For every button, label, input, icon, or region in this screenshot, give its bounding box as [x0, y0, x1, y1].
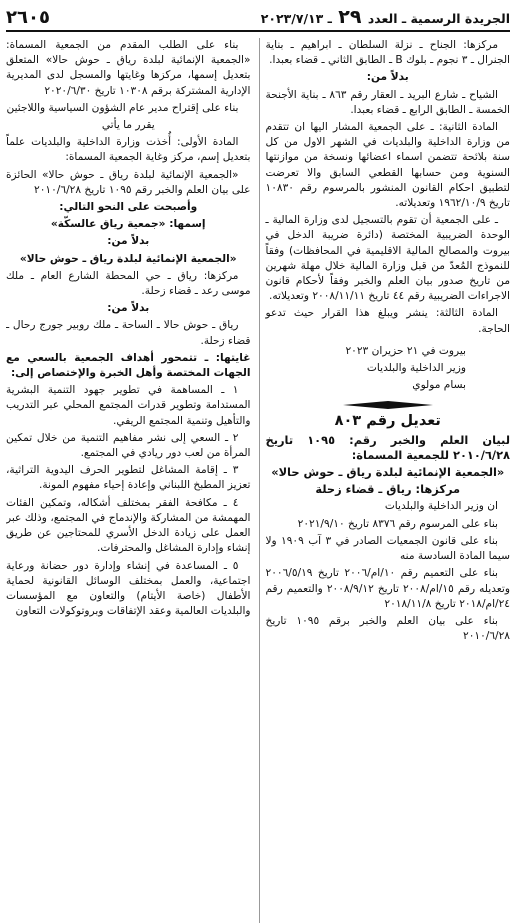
paragraph: بناء على التعميم رقم ١٠/ام/٢٠٠٦ تاريخ ٢٠٠٦/٥/١٩ وتعديله رقم ١٥/ام/٢٠٠٨ تاريخ ٢٠٠٨/٩/١٢ والتعميم رقم ٢٤/ام/٢٠١٨ تاريخ ٢٠١٨/١١/٨ — [265, 567, 510, 610]
section-divider — [266, 400, 511, 410]
decree-title: تعديل رقم ٨٠٣ — [334, 413, 441, 430]
paragraph: مركزها: الجناح ـ نزلة السلطان ـ ابراهيم ـ بناية الجنرال ـ ٣ نجوم ـ بلوك B ـ الطابق الثاني ـ قضاء بعبدا. — [265, 39, 510, 67]
paragraph: ٤ ـ مكافحة الفقر بمختلف أشكاله، وتمكين الفئات المهمشة من المشاركة والإندماج في المجتمع، وذلك عبر العمل على زيادة الدخل الأسري للمحتاجين عن طريق إنشاء وإدارة المشاغل والمحترفات. — [6, 496, 251, 555]
issue-date: ـ ٢٠٢٣/٧/١٣ — [260, 11, 332, 26]
paragraph: ٣ ـ إقامة المشاغل لتطوير الحرف اليدوية التراثية، تعزيز المطبخ اللبناني وإعادة إحياء مفهوم المونة. — [6, 464, 251, 492]
paragraph: مركزها: رياق ـ حي المحطة الشارع العام ـ ملك موسى رعد ـ قضاء زحلة. — [6, 269, 251, 298]
paragraph: الشياح ـ شارع البريد ـ العقار رقم ٨٦٣ ـ بناية الأجنحة الخمسة ـ الطابق الرابع ـ قضاء بعبدا. — [265, 88, 510, 116]
left-paragraphs — [6, 38, 251, 619]
paragraph: ـ على الجمعية أن تقوم بالتسجيل لدى وزارة المالية ـ الوحدة الضريبية المختصة (دائرة ضريبة الدخل في بيروت والمصالح المالية الاقليمية في المحافظات) وفقاً للنموذج المُعدّ من قبل وزارة المالية خلال مهلة شهرين من تاريخ صدور بيان العلم والخبر وفقاً لأحكام قانون الاجراءات الضريبية رقم ٤٤ تاريخ ٢٠٠٨/١١/١١ وتعديلاته. — [265, 214, 510, 303]
paragraph: ٥ ـ المساعدة في إنشاء وإدارة دور حضانة ورعاية اجتماعية، والعمل بمختلف الوسائل القانونية لحماية الأطفال (خاصة الأيتام) والتعاون مع المؤسسات والبلديات العالمية وعقد الإتفاقات وبروتوكولات التعاون — [6, 559, 251, 618]
paragraph: بناء على قانون الجمعيات الصادر في ٣ آب ١٩٠٩ ولا سيما المادة السادسة منه — [265, 534, 510, 563]
paragraph: بناء على إقتراح مدير عام الشؤون السياسية واللاجئين — [6, 101, 239, 114]
paragraph: ٢ ـ السعي إلى نشر مفاهيم التنمية من خلال تمكين المرأة من لعب دور ريادي في المجتمع. — [6, 431, 251, 460]
paragraph: غايتها: ـ تتمحور أهداف الجمعية بالسعي مع الجهات المختصة وأهل الخبرة والإختصاص إلى: — [6, 351, 251, 380]
paragraph: بدلاً من: — [107, 235, 150, 248]
paragraph: بدلاً من: — [366, 71, 409, 84]
page-header — [6, 4, 510, 32]
signature-line: وزير الداخلية والبلديات — [366, 362, 466, 375]
paragraph: مركزها: رياق ـ قضاء زحلة — [315, 482, 461, 497]
paragraph: يقرر ما يأتي — [101, 119, 155, 132]
paragraph: لبيان العلم والخبر رقم: ١٠٩٥ تاريخ ٢٠١٠/٦/٢٨ للجمعية المسماة: — [265, 432, 510, 462]
signature-line: بسام مولوي — [412, 379, 466, 392]
paragraph: المادة الثانية: ـ على الجمعية المشار اليها ان تتقدم من وزارة الداخلية والبلديات في الشهر الاول من كل سنة بلائحة تتضمن اسماء اعضائها ونسخة من موازنتها السنوية ومن حسابها القطعي السابق والا تعرضت لتطبيق احكام القانون المنشور بالمرسوم رقم ١٠٨٣٠ تاريخ ١٩٦٢/١٠/٩ وتعديلاته. — [265, 121, 510, 210]
paragraph: بناء على المرسوم رقم ٨٣٧٦ تاريخ ٢٠٢١/٩/١٠ — [297, 517, 498, 530]
paragraph: «الجمعية الإنمائية لبلدة رياق ـ حوش حالا» — [271, 465, 505, 480]
gazette-title — [261, 6, 510, 28]
columns — [6, 38, 510, 923]
gazette-name: الجريدة الرسمية ـ العدد — [367, 11, 510, 26]
paragraph: «الجمعية الإنمائية لبلدة رياق ـ حوش حالا» الحائزة على بيان العلم والخبر رقم ١٠٩٥ تاريخ ٢٠١٠/٦/٢٨ — [6, 168, 251, 196]
paragraph: ان وزير الداخلية والبلديات — [384, 500, 498, 513]
decree-paragraphs — [266, 433, 511, 645]
paragraph: بناء على بيان العلم والخبر برقم ١٠٩٥ تاريخ ٢٠١٠/٦/٢٨ — [265, 614, 510, 643]
paragraph: وأصبحت على النحو التالي: — [59, 201, 198, 214]
paragraph: المادة الثالثة: ينشر ويبلغ هذا القرار حيث تدعو الحاجة. — [265, 307, 510, 335]
page-number: ٢٦٠٥ — [6, 7, 50, 28]
right-column — [259, 38, 511, 923]
paragraph: «الجمعية الإنمائية لبلدة رياق ـ حوش حالا» — [19, 252, 237, 265]
paragraph: المادة الأولى: أُخذت وزارة الداخلية والبلديات علماً بتعديل إسم، مركز وغاية الجمعية المسماة: — [6, 136, 251, 164]
issue-number: ٢٩ — [338, 6, 362, 28]
signature-line: بيروت في ٢١ حزيران ٢٠٢٣ — [345, 344, 466, 357]
divider-ornament-icon — [343, 400, 433, 410]
paragraph: ١ ـ المساهمة في تطوير جهود التنمية البشرية المستدامة وتطوير قدرات المجتمع المحلي عبر التدريب والتأهيل وتنمية المجتمع الريفي. — [6, 384, 251, 427]
right-paragraphs — [266, 38, 511, 337]
left-column — [6, 38, 251, 923]
paragraph: إسمها: «جمعية رياق عالسكّة» — [50, 218, 206, 231]
paragraph: رياق ـ حوش حالا ـ الساحة ـ ملك روبير جورج رحال ـ قضاء زحلة. — [6, 319, 251, 347]
paragraph: بناء على الطلب المقدم من الجمعية المسماة: «الجمعية الإنمائية لبلدة رياق ـ حوش حالا» المتعلق بتعديل إسمها، مركزها وغايتها والمسجل لدى المديرية الإدارية المشتركة برقم ١٠٣٠٨ تاريخ ٢٠٢٠/٦/٣٠ — [6, 39, 251, 97]
signature-block — [266, 344, 511, 394]
paragraph: بدلاً من: — [107, 302, 150, 315]
